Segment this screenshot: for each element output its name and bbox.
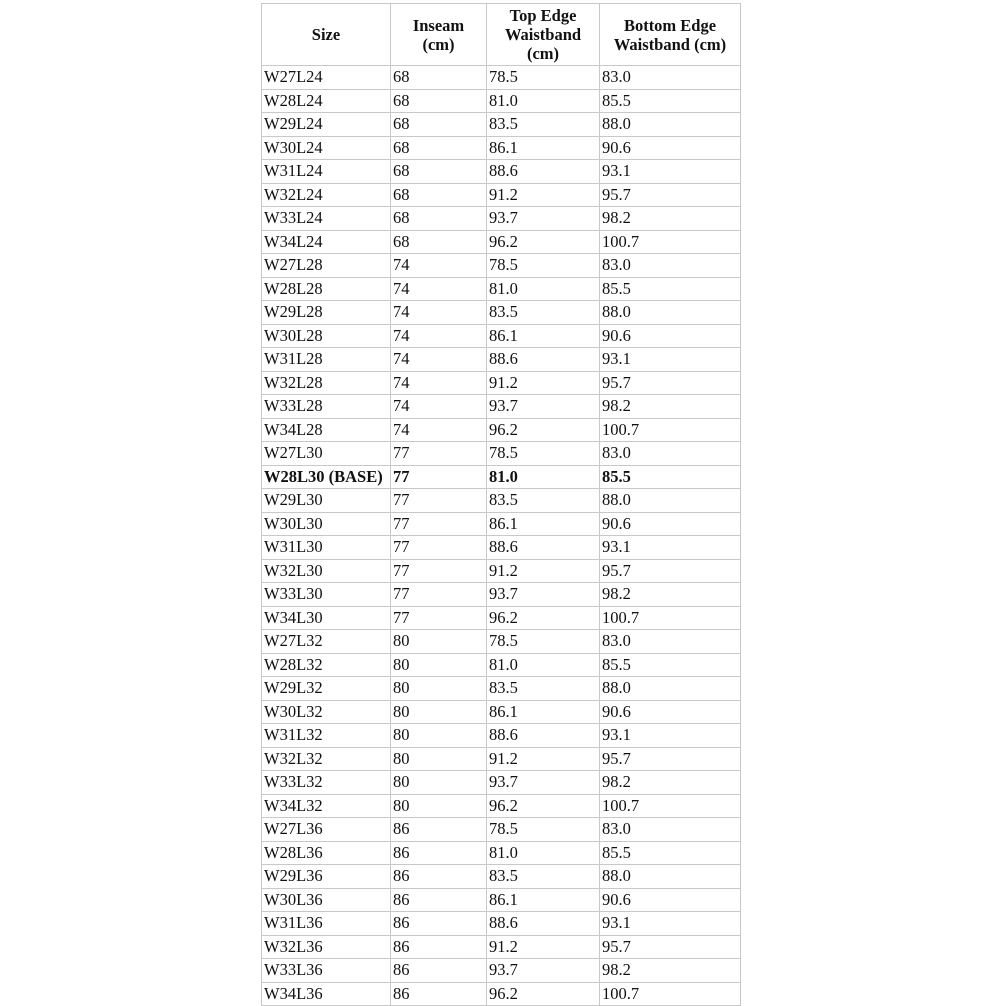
size-cell: W28L32	[262, 653, 391, 677]
size-cell: W29L24	[262, 113, 391, 137]
size-cell: W28L28	[262, 277, 391, 301]
size-cell: W31L30	[262, 536, 391, 560]
top-edge-waistband-cell: 86.1	[487, 136, 600, 160]
bottom-edge-waistband-cell: 100.7	[600, 794, 741, 818]
table-row	[262, 183, 741, 207]
top-edge-waistband-cell: 83.5	[487, 301, 600, 325]
inseam-cell: 80	[391, 700, 487, 724]
bottom-edge-waistband-cell: 90.6	[600, 700, 741, 724]
top-edge-waistband-cell: 91.2	[487, 747, 600, 771]
header-top-edge-waistband: Top Edge Waistband (cm)	[487, 4, 600, 66]
size-cell: W30L28	[262, 324, 391, 348]
table-row	[262, 371, 741, 395]
bottom-edge-waistband-cell: 88.0	[600, 677, 741, 701]
inseam-cell: 77	[391, 465, 487, 489]
size-cell: W29L36	[262, 865, 391, 889]
size-cell: W30L36	[262, 888, 391, 912]
table-row	[262, 630, 741, 654]
top-edge-waistband-cell: 78.5	[487, 254, 600, 278]
top-edge-waistband-cell: 96.2	[487, 418, 600, 442]
header-size: Size	[262, 4, 391, 66]
size-cell: W33L24	[262, 207, 391, 231]
top-edge-waistband-cell: 83.5	[487, 113, 600, 137]
size-cell: W29L30	[262, 489, 391, 513]
top-edge-waistband-cell: 81.0	[487, 89, 600, 113]
bottom-edge-waistband-cell: 93.1	[600, 724, 741, 748]
size-cell: W27L24	[262, 66, 391, 90]
top-edge-waistband-cell: 96.2	[487, 982, 600, 1006]
size-cell: W33L32	[262, 771, 391, 795]
inseam-cell: 68	[391, 207, 487, 231]
inseam-cell: 80	[391, 724, 487, 748]
bottom-edge-waistband-cell: 88.0	[600, 113, 741, 137]
table-row	[262, 418, 741, 442]
table-row	[262, 794, 741, 818]
inseam-cell: 74	[391, 395, 487, 419]
bottom-edge-waistband-cell: 88.0	[600, 489, 741, 513]
size-cell: W27L28	[262, 254, 391, 278]
bottom-edge-waistband-cell: 90.6	[600, 136, 741, 160]
size-cell: W27L32	[262, 630, 391, 654]
inseam-cell: 86	[391, 935, 487, 959]
bottom-edge-waistband-cell: 98.2	[600, 771, 741, 795]
bottom-edge-waistband-cell: 93.1	[600, 536, 741, 560]
inseam-cell: 80	[391, 794, 487, 818]
bottom-edge-waistband-cell: 85.5	[600, 89, 741, 113]
bottom-edge-waistband-cell: 95.7	[600, 935, 741, 959]
bottom-edge-waistband-cell: 95.7	[600, 559, 741, 583]
size-cell: W32L30	[262, 559, 391, 583]
inseam-cell: 86	[391, 818, 487, 842]
top-edge-waistband-cell: 83.5	[487, 489, 600, 513]
bottom-edge-waistband-cell: 85.5	[600, 277, 741, 301]
inseam-cell: 74	[391, 418, 487, 442]
table-row	[262, 324, 741, 348]
bottom-edge-waistband-cell: 98.2	[600, 395, 741, 419]
top-edge-waistband-cell: 78.5	[487, 818, 600, 842]
table-row	[262, 536, 741, 560]
top-edge-waistband-cell: 78.5	[487, 66, 600, 90]
top-edge-waistband-cell: 88.6	[487, 912, 600, 936]
top-edge-waistband-cell: 86.1	[487, 888, 600, 912]
table-row	[262, 160, 741, 184]
inseam-cell: 74	[391, 254, 487, 278]
top-edge-waistband-cell: 88.6	[487, 724, 600, 748]
bottom-edge-waistband-cell: 85.5	[600, 653, 741, 677]
size-cell: W30L24	[262, 136, 391, 160]
table-row	[262, 653, 741, 677]
table-body	[262, 66, 741, 1006]
table-row	[262, 113, 741, 137]
bottom-edge-waistband-cell: 100.7	[600, 230, 741, 254]
top-edge-waistband-cell: 81.0	[487, 465, 600, 489]
table-row	[262, 935, 741, 959]
bottom-edge-waistband-cell: 90.6	[600, 512, 741, 536]
size-cell: W30L32	[262, 700, 391, 724]
size-cell: W31L32	[262, 724, 391, 748]
inseam-cell: 77	[391, 583, 487, 607]
table-row	[262, 606, 741, 630]
table-row	[262, 66, 741, 90]
inseam-cell: 86	[391, 888, 487, 912]
top-edge-waistband-cell: 91.2	[487, 935, 600, 959]
inseam-cell: 86	[391, 912, 487, 936]
size-cell: W32L24	[262, 183, 391, 207]
bottom-edge-waistband-cell: 95.7	[600, 371, 741, 395]
top-edge-waistband-cell: 86.1	[487, 512, 600, 536]
bottom-edge-waistband-cell: 85.5	[600, 465, 741, 489]
table-row	[262, 747, 741, 771]
inseam-cell: 80	[391, 747, 487, 771]
inseam-cell: 74	[391, 348, 487, 372]
top-edge-waistband-cell: 93.7	[487, 771, 600, 795]
bottom-edge-waistband-cell: 83.0	[600, 254, 741, 278]
top-edge-waistband-cell: 83.5	[487, 865, 600, 889]
top-edge-waistband-cell: 83.5	[487, 677, 600, 701]
table-row	[262, 700, 741, 724]
size-cell: W34L30	[262, 606, 391, 630]
top-edge-waistband-cell: 86.1	[487, 700, 600, 724]
top-edge-waistband-cell: 81.0	[487, 653, 600, 677]
bottom-edge-waistband-cell: 95.7	[600, 183, 741, 207]
bottom-edge-waistband-cell: 98.2	[600, 959, 741, 983]
inseam-cell: 77	[391, 512, 487, 536]
inseam-cell: 68	[391, 230, 487, 254]
table-row	[262, 465, 741, 489]
table-row	[262, 277, 741, 301]
size-cell: W29L28	[262, 301, 391, 325]
table-row	[262, 771, 741, 795]
size-cell: W32L36	[262, 935, 391, 959]
table-row	[262, 254, 741, 278]
inseam-cell: 86	[391, 959, 487, 983]
table-row	[262, 865, 741, 889]
inseam-cell: 77	[391, 559, 487, 583]
table-row	[262, 841, 741, 865]
table-row	[262, 395, 741, 419]
table-row	[262, 724, 741, 748]
size-cell: W31L24	[262, 160, 391, 184]
top-edge-waistband-cell: 88.6	[487, 160, 600, 184]
inseam-cell: 77	[391, 442, 487, 466]
top-edge-waistband-cell: 81.0	[487, 841, 600, 865]
size-cell: W29L32	[262, 677, 391, 701]
top-edge-waistband-cell: 78.5	[487, 442, 600, 466]
bottom-edge-waistband-cell: 93.1	[600, 348, 741, 372]
bottom-edge-waistband-cell: 93.1	[600, 160, 741, 184]
bottom-edge-waistband-cell: 83.0	[600, 442, 741, 466]
inseam-cell: 68	[391, 66, 487, 90]
header-row	[262, 4, 741, 66]
table-row	[262, 136, 741, 160]
inseam-cell: 77	[391, 536, 487, 560]
size-cell: W34L36	[262, 982, 391, 1006]
size-cell: W33L28	[262, 395, 391, 419]
size-cell: W34L24	[262, 230, 391, 254]
inseam-cell: 80	[391, 771, 487, 795]
size-cell: W32L32	[262, 747, 391, 771]
top-edge-waistband-cell: 86.1	[487, 324, 600, 348]
bottom-edge-waistband-cell: 85.5	[600, 841, 741, 865]
bottom-edge-waistband-cell: 100.7	[600, 982, 741, 1006]
top-edge-waistband-cell: 78.5	[487, 630, 600, 654]
table-row	[262, 348, 741, 372]
size-cell: W28L30 (BASE)	[262, 465, 391, 489]
bottom-edge-waistband-cell: 88.0	[600, 865, 741, 889]
size-cell: W31L36	[262, 912, 391, 936]
inseam-cell: 86	[391, 982, 487, 1006]
size-cell: W34L28	[262, 418, 391, 442]
size-cell: W34L32	[262, 794, 391, 818]
bottom-edge-waistband-cell: 83.0	[600, 818, 741, 842]
inseam-cell: 74	[391, 371, 487, 395]
top-edge-waistband-cell: 88.6	[487, 348, 600, 372]
inseam-cell: 74	[391, 301, 487, 325]
table-row	[262, 489, 741, 513]
size-cell: W31L28	[262, 348, 391, 372]
inseam-cell: 86	[391, 841, 487, 865]
bottom-edge-waistband-cell: 88.0	[600, 301, 741, 325]
inseam-cell: 74	[391, 324, 487, 348]
table-row	[262, 818, 741, 842]
table-row	[262, 559, 741, 583]
top-edge-waistband-cell: 93.7	[487, 395, 600, 419]
bottom-edge-waistband-cell: 93.1	[600, 912, 741, 936]
top-edge-waistband-cell: 91.2	[487, 559, 600, 583]
table-row	[262, 888, 741, 912]
table-row	[262, 982, 741, 1006]
bottom-edge-waistband-cell: 95.7	[600, 747, 741, 771]
top-edge-waistband-cell: 81.0	[487, 277, 600, 301]
size-cell: W28L24	[262, 89, 391, 113]
top-edge-waistband-cell: 91.2	[487, 183, 600, 207]
inseam-cell: 68	[391, 89, 487, 113]
size-cell: W32L28	[262, 371, 391, 395]
inseam-cell: 80	[391, 630, 487, 654]
size-cell: W33L36	[262, 959, 391, 983]
table-row	[262, 512, 741, 536]
inseam-cell: 74	[391, 277, 487, 301]
inseam-cell: 68	[391, 113, 487, 137]
table-row	[262, 442, 741, 466]
table-row	[262, 912, 741, 936]
bottom-edge-waistband-cell: 98.2	[600, 207, 741, 231]
top-edge-waistband-cell: 96.2	[487, 794, 600, 818]
size-cell: W27L30	[262, 442, 391, 466]
bottom-edge-waistband-cell: 90.6	[600, 324, 741, 348]
bottom-edge-waistband-cell: 83.0	[600, 66, 741, 90]
table-header	[262, 4, 741, 66]
header-bottom-edge-waistband: Bottom Edge Waistband (cm)	[600, 4, 741, 66]
inseam-cell: 80	[391, 653, 487, 677]
bottom-edge-waistband-cell: 100.7	[600, 418, 741, 442]
top-edge-waistband-cell: 96.2	[487, 606, 600, 630]
table-row	[262, 959, 741, 983]
bottom-edge-waistband-cell: 98.2	[600, 583, 741, 607]
top-edge-waistband-cell: 93.7	[487, 959, 600, 983]
bottom-edge-waistband-cell: 83.0	[600, 630, 741, 654]
table-row	[262, 583, 741, 607]
size-cell: W33L30	[262, 583, 391, 607]
top-edge-waistband-cell: 88.6	[487, 536, 600, 560]
table-row	[262, 207, 741, 231]
table-row	[262, 89, 741, 113]
size-cell: W30L30	[262, 512, 391, 536]
inseam-cell: 68	[391, 160, 487, 184]
inseam-cell: 77	[391, 606, 487, 630]
table-row	[262, 677, 741, 701]
top-edge-waistband-cell: 93.7	[487, 207, 600, 231]
inseam-cell: 68	[391, 136, 487, 160]
size-cell: W27L36	[262, 818, 391, 842]
table-row	[262, 230, 741, 254]
size-chart-table	[261, 3, 741, 1006]
inseam-cell: 77	[391, 489, 487, 513]
inseam-cell: 86	[391, 865, 487, 889]
bottom-edge-waistband-cell: 90.6	[600, 888, 741, 912]
header-inseam: Inseam (cm)	[391, 4, 487, 66]
size-cell: W28L36	[262, 841, 391, 865]
inseam-cell: 80	[391, 677, 487, 701]
top-edge-waistband-cell: 93.7	[487, 583, 600, 607]
table-row	[262, 301, 741, 325]
top-edge-waistband-cell: 96.2	[487, 230, 600, 254]
inseam-cell: 68	[391, 183, 487, 207]
top-edge-waistband-cell: 91.2	[487, 371, 600, 395]
bottom-edge-waistband-cell: 100.7	[600, 606, 741, 630]
